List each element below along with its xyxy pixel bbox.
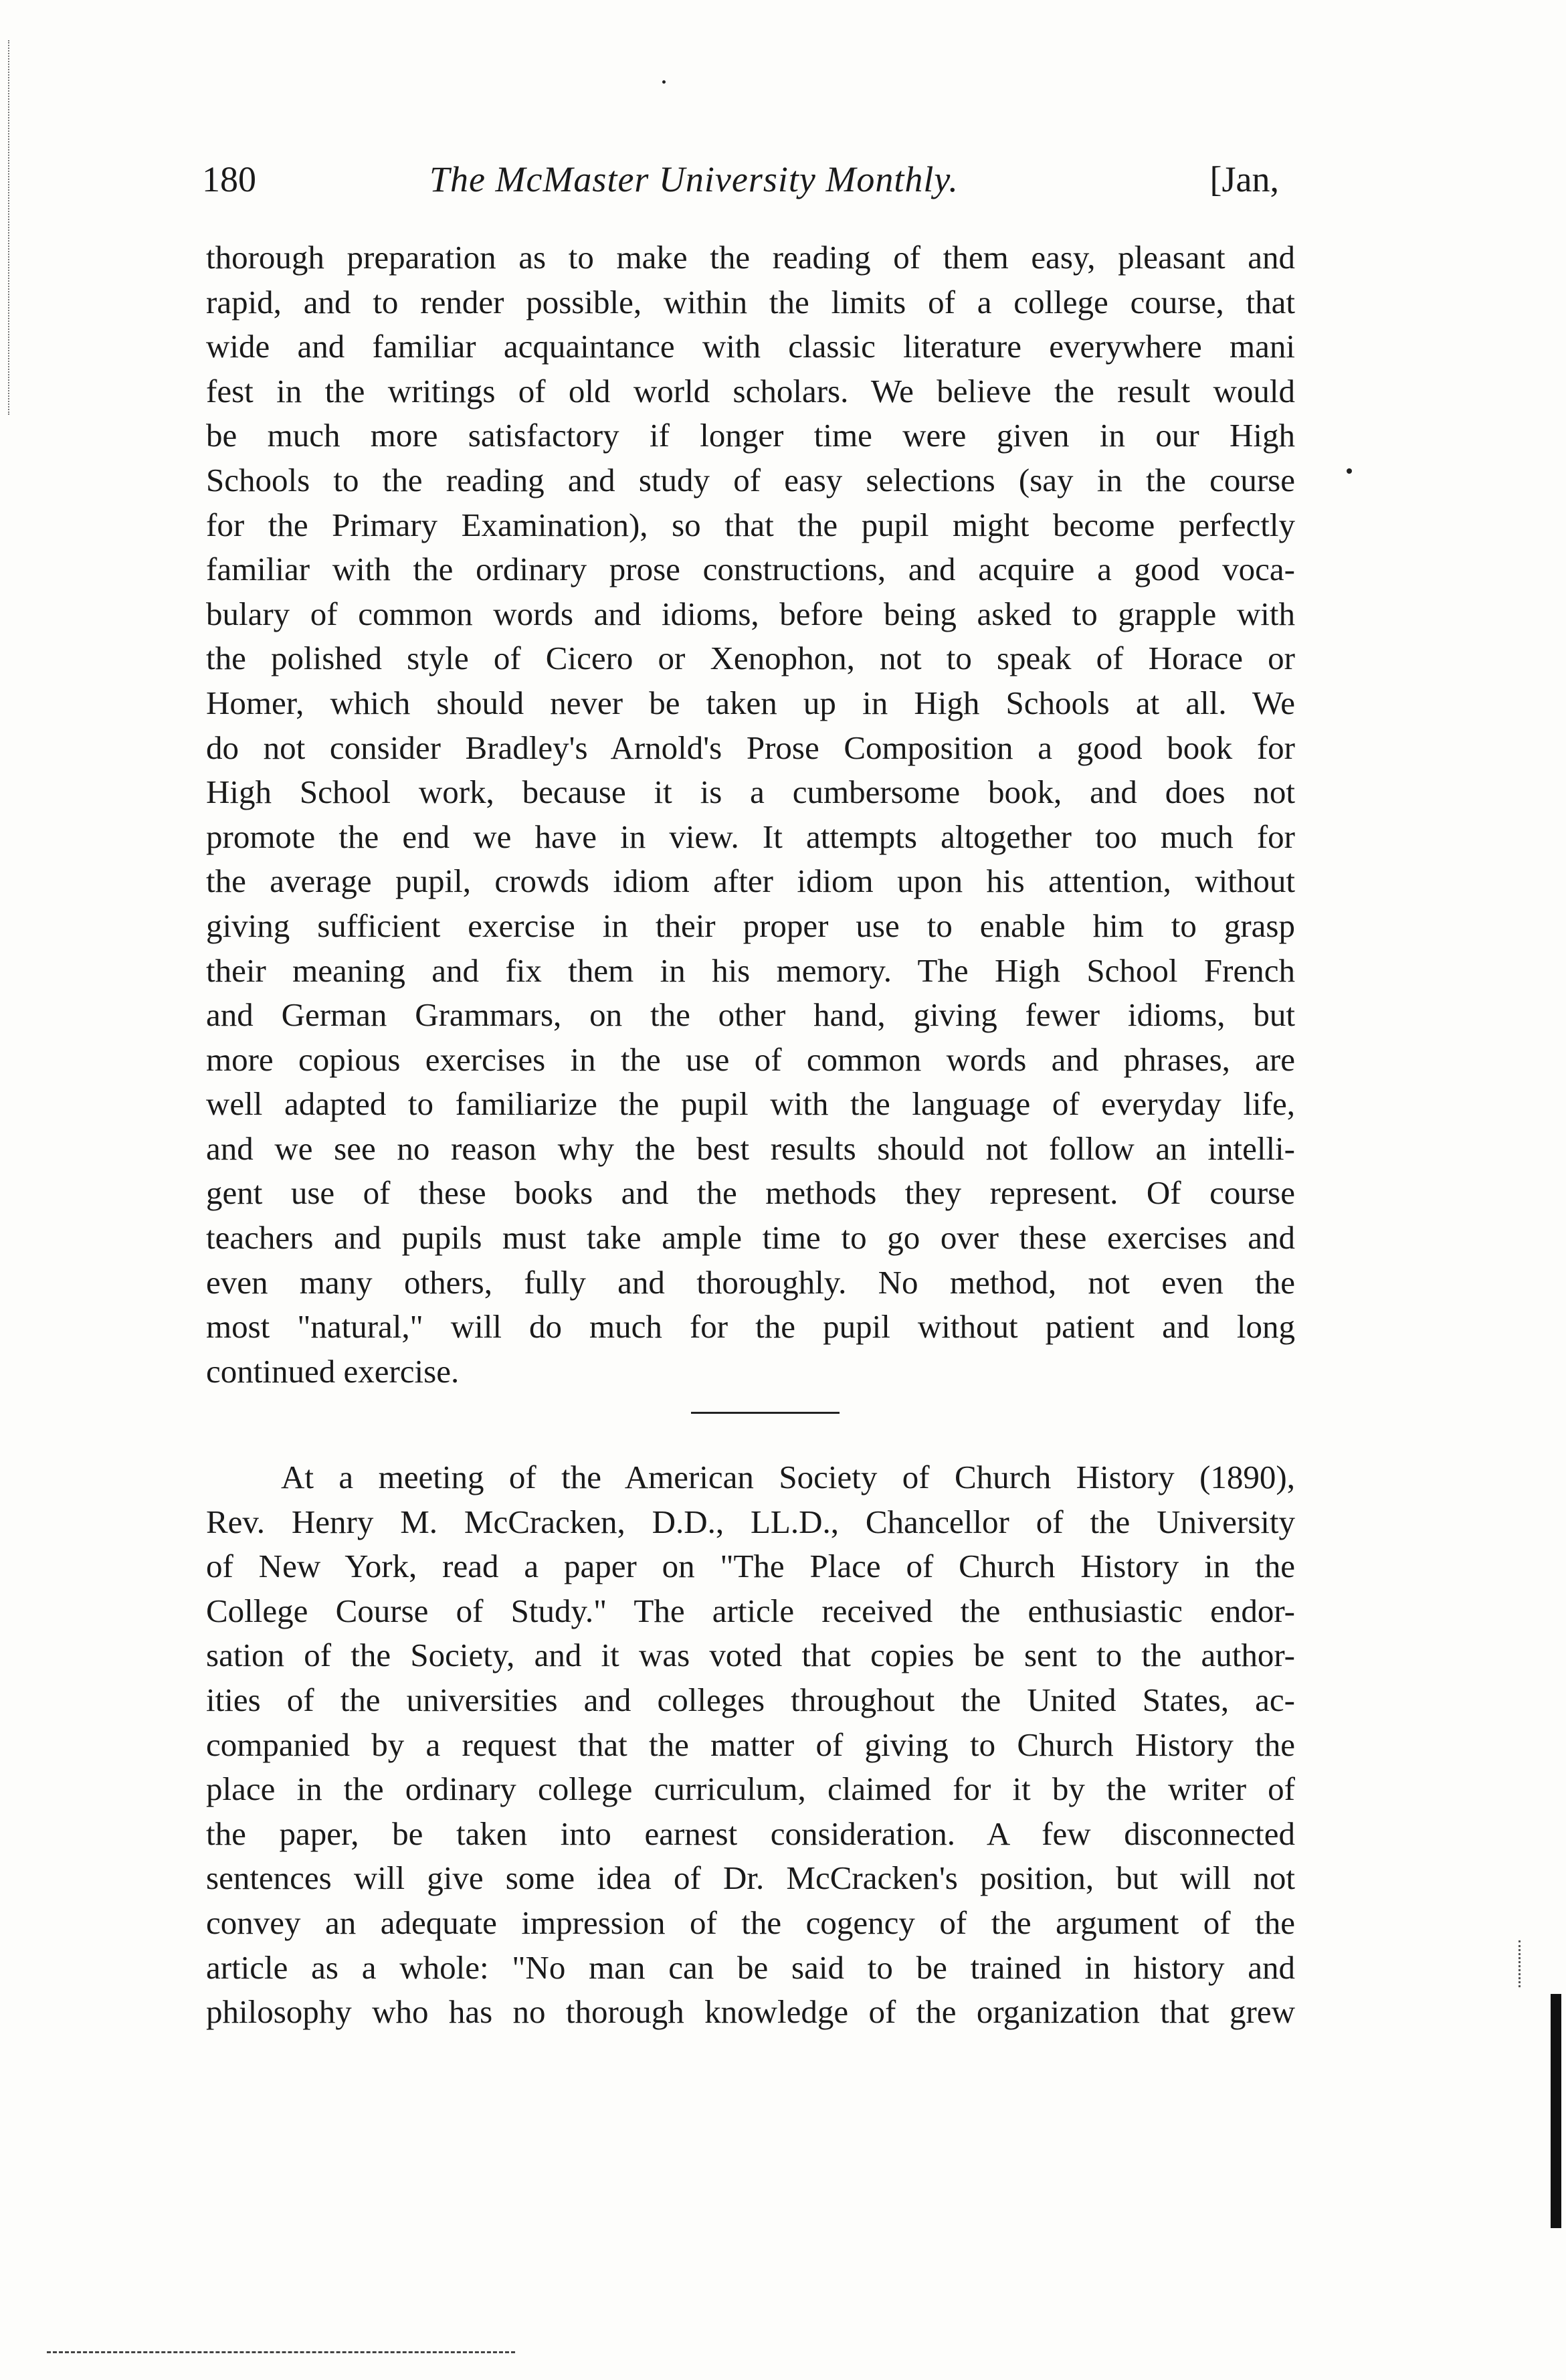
text-line: Homer, which should never be taken up in High Schools at all. We [206, 684, 1295, 721]
text-line: promote the end we have in view. It attempts altogether too much for [206, 818, 1295, 855]
text-line: At a meeting of the American Society of Church History (1890), [281, 1459, 1295, 1495]
text-line: Rev. Henry M. McCracken, D.D., LL.D., Chancellor of the University [206, 1503, 1295, 1540]
text-line: fest in the writings of old world scholars. We believe the result would [206, 372, 1295, 409]
paragraph-2 [206, 1455, 1295, 2035]
text-line: their meaning and fix them in his memory. The High School French [206, 951, 1295, 989]
text-line: thorough preparation as to make the reading of them easy, pleasant and [206, 239, 1295, 276]
text-line: and German Grammars, on the other hand, giving fewer idioms, but [206, 996, 1295, 1034]
text-line: of New York, read a paper on "The Place of Church History in the [206, 1548, 1295, 1585]
text-line: more copious exercises in the use of common words and phrases, are [206, 1040, 1295, 1078]
text-line: article as a whole: "No man can be said to be trained in history and [206, 1948, 1295, 1986]
journal-title: The McMaster University Monthly. [429, 159, 959, 199]
scan-bottom-edge [47, 2351, 515, 2353]
scan-edge-artifact [1519, 1940, 1541, 1987]
text-line: wide and familiar acquaintance with classic literature everywhere mani [206, 328, 1295, 365]
text-line: rapid, and to render possible, within the limits of a college course, that [206, 283, 1295, 321]
text-line: companied by a request that the matter of giving to Church History the [206, 1726, 1295, 1763]
text-line: Schools to the reading and study of easy selections (say in the course [206, 461, 1295, 498]
running-header [202, 153, 1279, 206]
text-line: the polished style of Cicero or Xenophon, not to speak of Horace or [206, 640, 1295, 677]
text-line: be much more satisfactory if longer time were given in our High [206, 417, 1295, 454]
paragraph-1 [206, 236, 1295, 1394]
text-line: philosophy who has no thorough knowledge of the organization that grew [206, 1993, 1295, 2031]
text-line: do not consider Bradley's Arnold's Prose Composition a good book for [206, 729, 1295, 766]
text-line: convey an adequate impression of the cogency of the argument of the [206, 1904, 1295, 1941]
text-line: the paper, be taken into earnest consideration. A few disconnected [206, 1815, 1295, 1852]
text-line: College Course of Study." The article received the enthusiastic endor- [206, 1592, 1295, 1629]
scan-margin-artifact [8, 40, 13, 415]
scan-speck [662, 80, 666, 84]
text-line: most "natural," will do much for the pupil without patient and long [206, 1308, 1295, 1346]
scan-speck [1347, 468, 1352, 474]
text-line: bulary of common words and idioms, before being asked to grapple with [206, 595, 1295, 632]
scan-edge-bar [1551, 1994, 1561, 2228]
text-line: sentences will give some idea of Dr. McCracken's position, but will not [206, 1859, 1295, 1897]
text-line: teachers and pupils must take ample time to go over these exercises and [206, 1219, 1295, 1257]
text-line: and we see no reason why the best results should not follow an intelli- [206, 1129, 1295, 1167]
text-line: familiar with the ordinary prose constructions, and acquire a good voca- [206, 551, 1295, 588]
text-line: giving sufficient exercise in their proper use to enable him to grasp [206, 907, 1295, 944]
section-divider [691, 1412, 840, 1414]
page-number: 180 [202, 159, 256, 199]
text-line: for the Primary Examination), so that the pupil might become perfectly [206, 506, 1295, 543]
text-line: the average pupil, crowds idiom after idiom upon his attention, without [206, 862, 1295, 900]
text-line: even many others, fully and thoroughly. No method, not even the [206, 1263, 1295, 1301]
text-line: High School work, because it is a cumbersome book, and does not [206, 773, 1295, 811]
text-line: gent use of these books and the methods they represent. Of course [206, 1174, 1295, 1212]
text-line: sation of the Society, and it was voted that copies be sent to the author- [206, 1637, 1295, 1674]
issue-month: [Jan, [1209, 159, 1279, 199]
text-line: continued exercise. [206, 1352, 460, 1390]
text-line: well adapted to familiarize the pupil with the language of everyday life, [206, 1085, 1295, 1123]
text-line: ities of the universities and colleges throughout the United States, ac- [206, 1681, 1295, 1718]
text-line: place in the ordinary college curriculum, claimed for it by the writer of [206, 1770, 1295, 1808]
